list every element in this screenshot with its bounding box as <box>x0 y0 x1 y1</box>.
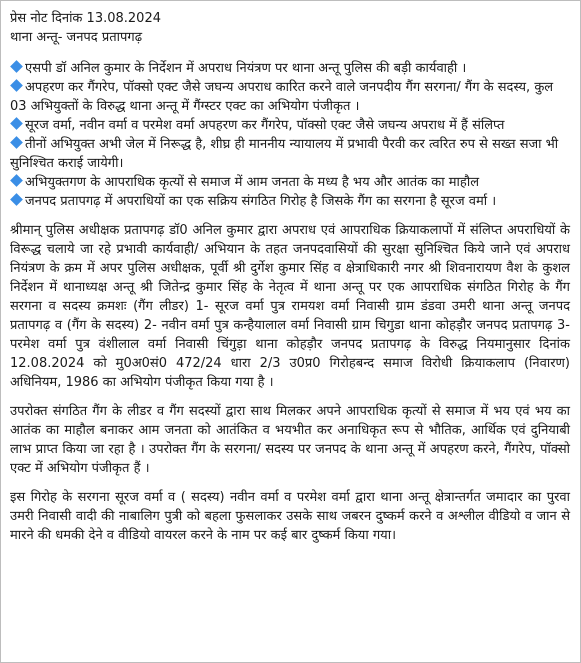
blue-diamond-icon <box>10 174 23 187</box>
blue-diamond-icon <box>10 117 23 130</box>
highlight-item <box>10 78 570 116</box>
highlight-text: तीनों अभियुक्त अभी जेल में निरूद्ध है, शीघ्र ही माननीय न्यायालय में प्रभावी पैरवी कर त्वरित रुप से सख्त सजा भी सुनिश्चित कराई जायेगी। <box>10 137 559 171</box>
highlight-item <box>10 116 570 135</box>
police-station-line: थाना अन्तू- जनपद प्रतापगढ़ <box>10 30 143 45</box>
body-paragraph: श्रीमान् पुलिस अधीक्षक प्रतापगढ़ डॉ0 अनिल कुमार द्वारा अपराध एवं आपराधिक क्रियाकलापों में संलिप्त अपराधियों के विरूद्ध चलाये जा रहे प्रभावी कार्यवाही/ अभियान के तहत जनपदवासियों की सुरक्षा सुनिश्चित किये जाने एवं अपराध नियंत्रण के क्रम में अपर पुलिस अधीक्षक, पूर्वी श्री दुर्गेश कुमार सिंह व क्षेत्राधिकारी नगर श्री शिवनारायण वैश के कुशल निर्देशन में थानाध्यक्ष अन्तू श्री जितेन्द्र कुमार सिंह के नेतृत्व में थाना अन्तू पर एक आपराधिक संगठित गिरोह के गैंग सरगना व सदस्य क्रमशः (गैंग लीडर) 1- सूरज वर्मा पुत्र रामयश वर्मा निवासी ग्राम डंडवा उमरी थाना अन्तू जनपद प्रतापगढ़ व (गैंग के सदस्य) 2- नवीन वर्मा पुत्र कन्हैयालाल वर्मा निवासी ग्राम चिगुडा थाना कोहड़ौर जनपद प्रतापगढ़ 3- परमेश वर्मा पुत्र वंशीलाल वर्मा निवासी चिंगुड़ा थाना कोहड़ौर जनपद प्रतापगढ़ के विरुद्ध नियमानुसार दिनांक 12.08.2024 को मु0अ0सं0 472/24 धारा 2/3 उ0प्र0 गिरोहबन्द समाज विरोधी क्रियाकलाप (निवारण) अधिनियम, 1986 का अभियोग पंजीकृत किया गया है । <box>10 223 570 390</box>
blue-diamond-icon <box>10 79 23 92</box>
body-paragraph: इस गिरोह के सरगना सूरज वर्मा व ( सदस्य) नवीन वर्मा व परमेश वर्मा द्वारा थाना अन्तू क्षेत्रान्तर्गत जमादार का पुरवा उमरी निवासी वादी की नाबालिग पुत्री को बहला फुसलाकर उसके साथ जबरन दुष्कर्म करने व अश्लील वीडियो व जान से मारने की धमकी देने व वीडियो वायरल करने के नाम पर कई बार दुष्कर्म किया गया। <box>10 490 570 543</box>
blue-diamond-icon <box>10 60 23 73</box>
highlight-text: अपहरण कर गैंगरेप, पॉक्सो एक्ट जैसे जघन्य अपराध कारित करने वाले जनपदीय गैंग सरगना/ गैंग के सदस्य, कुल 03 अभियुक्तों के विरुद्ध थाना अन्तू में गैंग्स्टर एक्ट का अभियोग पंजीकृत । <box>10 80 554 114</box>
press-note-date: प्रेस नोट दिनांक 13.08.2024 <box>10 11 161 26</box>
highlights-list <box>10 59 570 211</box>
highlight-item <box>10 59 570 78</box>
highlight-text: जनपद प्रतापगढ़ में अपराधियों का एक सक्रिय संगठित गिरोह है जिसके गैंग का सरगना है सूरज वर्मा । <box>25 194 497 209</box>
highlight-text: एसपी डॉ अनिल कुमार के निर्देशन में अपराध नियंत्रण पर थाना अन्तू पुलिस की बड़ी कार्यवाही । <box>25 61 467 76</box>
body-paragraph: उपरोक्त संगठित गैंग के लीडर व गैंग सदस्यों द्वारा साथ मिलकर अपने आपराधिक कृत्यों से समाज में भय एवं भय का आतंक का माहौल बनाकर आम जनता को आतंकित व भयभीत कर अनाधिकृत रूप से भौतिक, आर्थिक एवं दुनियाबी लाभ प्राप्त किया जा रहा है । उपरोक्त गैंग के सरगना/ सदस्य पर जनपद के थाना अन्तू में अपहरण करने, गैंगरेप, पॉक्सो एक्ट में अभियोग पंजीकृत हैं । <box>10 404 570 476</box>
blue-diamond-icon <box>10 136 23 149</box>
highlight-text: सूरज वर्मा, नवीन वर्मा व परमेश वर्मा अपहरण कर गैंगरेप, पॉक्सो एक्ट जैसे जघन्य अपराध में हैं संलिप्त <box>25 118 505 133</box>
highlight-item <box>10 173 570 192</box>
highlight-item <box>10 135 570 173</box>
highlight-item <box>10 192 570 211</box>
blue-diamond-icon <box>10 193 23 206</box>
highlight-text: अभियुक्तगण के आपराधिक कृत्यों से समाज में आम जनता के मध्य है भय और आतंक का माहौल <box>25 175 480 190</box>
